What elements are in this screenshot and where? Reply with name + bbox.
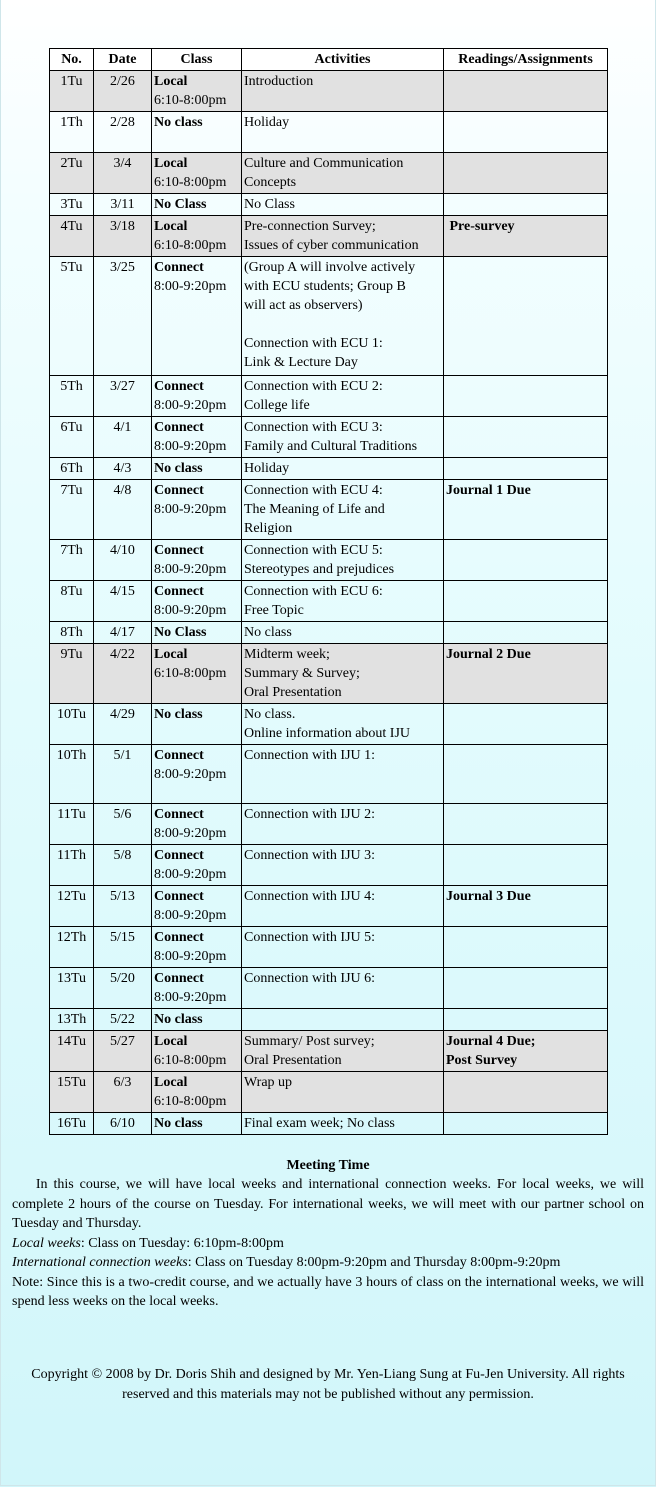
activity-line: Family and Cultural Traditions bbox=[244, 439, 418, 454]
class-time: 8:00-9:20pm bbox=[154, 502, 227, 517]
activity-line bbox=[244, 315, 441, 334]
row-activities bbox=[242, 216, 444, 257]
row-date: 2/28 bbox=[94, 112, 152, 153]
row-number: 13Tu bbox=[50, 968, 94, 1009]
row-class bbox=[152, 581, 242, 622]
row-number: 10Tu bbox=[50, 704, 94, 745]
schedule-body bbox=[50, 71, 608, 1135]
header-class: Class bbox=[152, 49, 242, 71]
local-weeks-line bbox=[12, 1234, 644, 1254]
activity-line: Oral Presentation bbox=[244, 685, 342, 700]
activity-line: Holiday bbox=[244, 115, 290, 130]
row-readings bbox=[444, 112, 608, 153]
activity-line: Free Topic bbox=[244, 603, 304, 618]
class-type: No class bbox=[154, 1116, 203, 1131]
table-row bbox=[50, 622, 608, 644]
table-row bbox=[50, 480, 608, 540]
row-readings bbox=[444, 622, 608, 644]
class-type: No class bbox=[154, 1012, 203, 1027]
row-activities bbox=[242, 1072, 444, 1113]
copyright-notice: Copyright © 2008 by Dr. Doris Shih and designed by Mr. Yen-Liang Sung at Fu-Jen University. All rights reserved and this materials may not be published without any permission. bbox=[31, 1367, 625, 1402]
row-readings bbox=[444, 540, 608, 581]
row-number: 7Th bbox=[50, 540, 94, 581]
row-class bbox=[152, 417, 242, 458]
row-readings bbox=[444, 927, 608, 968]
activity-line: Connection with IJU 3: bbox=[244, 848, 376, 863]
row-class bbox=[152, 376, 242, 417]
intl-weeks-line bbox=[12, 1253, 644, 1273]
row-date: 2/26 bbox=[94, 71, 152, 112]
activity-line: Connection with ECU 4: bbox=[244, 483, 383, 498]
activity-line: Connection with IJU 1: bbox=[244, 748, 376, 763]
row-readings bbox=[444, 257, 608, 376]
intl-weeks-label: International connection weeks bbox=[12, 1255, 188, 1270]
activity-line: Connection with ECU 6: bbox=[244, 584, 383, 599]
row-activities bbox=[242, 458, 444, 480]
row-class bbox=[152, 194, 242, 216]
table-row bbox=[50, 1113, 608, 1135]
activity-line: Connection with ECU 2: bbox=[244, 379, 383, 394]
activity-line: Connection with IJU 4: bbox=[244, 889, 376, 904]
row-date: 4/1 bbox=[94, 417, 152, 458]
meeting-note: Note: Since this is a two-credit course, and we actually have 3 hours of class on the international weeks, we will spend less weeks on the local weeks. bbox=[12, 1274, 644, 1309]
class-time: 6:10-8:00pm bbox=[154, 93, 227, 108]
table-row bbox=[50, 112, 608, 153]
table-row bbox=[50, 968, 608, 1009]
row-activities bbox=[242, 581, 444, 622]
row-date: 4/10 bbox=[94, 540, 152, 581]
row-activities bbox=[242, 644, 444, 704]
row-activities bbox=[242, 376, 444, 417]
class-time: 6:10-8:00pm bbox=[154, 175, 227, 190]
row-class bbox=[152, 704, 242, 745]
row-class bbox=[152, 216, 242, 257]
row-activities bbox=[242, 886, 444, 927]
row-class bbox=[152, 1113, 242, 1135]
table-row bbox=[50, 644, 608, 704]
class-time: 6:10-8:00pm bbox=[154, 666, 227, 681]
class-time: 8:00-9:20pm bbox=[154, 279, 227, 294]
row-number: 5Tu bbox=[50, 257, 94, 376]
table-row bbox=[50, 704, 608, 745]
meeting-intro: In this course, we will have local weeks and international connection weeks. For local weeks, we will complete 2 hours of the course on Tuesday. For international weeks, we will meet with our partner school on Tuesday and Thursday. bbox=[12, 1177, 644, 1231]
row-activities bbox=[242, 1113, 444, 1135]
activity-line: with ECU students; Group B bbox=[244, 279, 406, 294]
table-row bbox=[50, 845, 608, 886]
table-row bbox=[50, 216, 608, 257]
row-number: 16Tu bbox=[50, 1113, 94, 1135]
table-row bbox=[50, 886, 608, 927]
class-type: No Class bbox=[154, 197, 207, 212]
row-number: 12Th bbox=[50, 927, 94, 968]
row-date: 3/4 bbox=[94, 153, 152, 194]
row-readings bbox=[444, 480, 608, 540]
row-date: 3/27 bbox=[94, 376, 152, 417]
row-class bbox=[152, 257, 242, 376]
table-row bbox=[50, 153, 608, 194]
row-number: 14Tu bbox=[50, 1031, 94, 1072]
activity-line: Culture and Communication bbox=[244, 156, 404, 171]
class-time: 8:00-9:20pm bbox=[154, 867, 227, 882]
table-row bbox=[50, 927, 608, 968]
row-activities bbox=[242, 71, 444, 112]
class-time: 8:00-9:20pm bbox=[154, 826, 227, 841]
header-no: No. bbox=[50, 49, 94, 71]
class-time: 8:00-9:20pm bbox=[154, 398, 227, 413]
row-activities bbox=[242, 257, 444, 376]
class-type: Local bbox=[154, 1075, 188, 1090]
row-date: 4/22 bbox=[94, 644, 152, 704]
row-activities bbox=[242, 745, 444, 804]
class-type: Local bbox=[154, 1034, 188, 1049]
activity-line: Connection with ECU 1: bbox=[244, 336, 383, 351]
activity-line: Summary/ Post survey; bbox=[244, 1034, 375, 1049]
row-number: 15Tu bbox=[50, 1072, 94, 1113]
row-number: 8Th bbox=[50, 622, 94, 644]
row-readings bbox=[444, 845, 608, 886]
class-time: 8:00-9:20pm bbox=[154, 949, 227, 964]
intl-weeks-text: : Class on Tuesday 8:00pm-9:20pm and Thursday 8:00pm-9:20pm bbox=[187, 1255, 561, 1270]
row-number: 7Tu bbox=[50, 480, 94, 540]
row-date: 3/18 bbox=[94, 216, 152, 257]
activity-line: No class. bbox=[244, 707, 296, 722]
table-row bbox=[50, 745, 608, 804]
activity-line: Introduction bbox=[244, 74, 314, 89]
activity-line: Online information about IJU bbox=[244, 726, 411, 741]
row-activities bbox=[242, 845, 444, 886]
class-type: No Class bbox=[154, 625, 207, 640]
row-readings bbox=[444, 1072, 608, 1113]
meeting-time-section bbox=[12, 1156, 644, 1312]
row-number: 8Tu bbox=[50, 581, 94, 622]
activity-line: Concepts bbox=[244, 175, 297, 190]
header-row bbox=[50, 49, 608, 71]
activity-line: Connection with IJU 5: bbox=[244, 930, 376, 945]
class-time: 6:10-8:00pm bbox=[154, 1053, 227, 1068]
reading-line: Journal 3 Due bbox=[446, 889, 531, 904]
activity-line: Link & Lecture Day bbox=[244, 355, 358, 370]
activity-line: Wrap up bbox=[244, 1075, 293, 1090]
activity-line: Summary & Survey; bbox=[244, 666, 360, 681]
table-row bbox=[50, 71, 608, 112]
activity-line: (Group A will involve actively bbox=[244, 260, 416, 275]
class-type: Connect bbox=[154, 543, 204, 558]
row-class bbox=[152, 1072, 242, 1113]
row-number: 2Tu bbox=[50, 153, 94, 194]
class-type: Connect bbox=[154, 848, 204, 863]
activity-line: No Class bbox=[244, 197, 295, 212]
row-class bbox=[152, 1031, 242, 1072]
class-type: No class bbox=[154, 707, 203, 722]
row-date: 3/11 bbox=[94, 194, 152, 216]
class-type: Connect bbox=[154, 971, 204, 986]
class-time: 8:00-9:20pm bbox=[154, 562, 227, 577]
class-time: 6:10-8:00pm bbox=[154, 1094, 227, 1109]
row-readings bbox=[444, 376, 608, 417]
row-date: 4/29 bbox=[94, 704, 152, 745]
class-type: Local bbox=[154, 219, 188, 234]
row-date: 4/15 bbox=[94, 581, 152, 622]
table-row bbox=[50, 1031, 608, 1072]
row-readings bbox=[444, 704, 608, 745]
activity-line: will act as observers) bbox=[244, 298, 363, 313]
activity-line: The Meaning of Life and bbox=[244, 502, 385, 517]
row-number: 11Th bbox=[50, 845, 94, 886]
row-readings bbox=[444, 71, 608, 112]
row-readings bbox=[444, 216, 608, 257]
reading-line: Journal 2 Due bbox=[446, 647, 531, 662]
reading-line: Post Survey bbox=[446, 1053, 518, 1068]
class-type: Connect bbox=[154, 889, 204, 904]
row-activities bbox=[242, 927, 444, 968]
row-number: 5Th bbox=[50, 376, 94, 417]
row-class bbox=[152, 745, 242, 804]
row-number: 6Th bbox=[50, 458, 94, 480]
row-readings bbox=[444, 458, 608, 480]
row-date: 6/10 bbox=[94, 1113, 152, 1135]
activity-line: Final exam week; No class bbox=[244, 1116, 395, 1131]
row-number: 4Tu bbox=[50, 216, 94, 257]
row-activities bbox=[242, 194, 444, 216]
row-readings bbox=[444, 194, 608, 216]
table-row bbox=[50, 194, 608, 216]
row-readings bbox=[444, 1113, 608, 1135]
class-type: No class bbox=[154, 461, 203, 476]
table-row bbox=[50, 458, 608, 480]
activity-line: No class bbox=[244, 625, 292, 640]
activity-line: Connection with IJU 6: bbox=[244, 971, 376, 986]
activity-line: Religion bbox=[244, 521, 293, 536]
activity-line: Pre-connection Survey; bbox=[244, 219, 376, 234]
row-activities bbox=[242, 540, 444, 581]
row-date: 4/17 bbox=[94, 622, 152, 644]
row-activities bbox=[242, 112, 444, 153]
class-type: Connect bbox=[154, 930, 204, 945]
row-date: 5/22 bbox=[94, 1009, 152, 1031]
row-readings bbox=[444, 417, 608, 458]
row-class bbox=[152, 480, 242, 540]
row-class bbox=[152, 458, 242, 480]
class-type: Connect bbox=[154, 260, 204, 275]
row-readings bbox=[444, 886, 608, 927]
row-class bbox=[152, 886, 242, 927]
local-weeks-label: Local weeks bbox=[12, 1235, 81, 1251]
activity-line: Connection with ECU 3: bbox=[244, 420, 383, 435]
activity-line: Holiday bbox=[244, 461, 290, 476]
class-time: 8:00-9:20pm bbox=[154, 908, 227, 923]
row-class bbox=[152, 644, 242, 704]
activity-line: Oral Presentation bbox=[244, 1053, 342, 1068]
row-date: 5/15 bbox=[94, 927, 152, 968]
row-activities bbox=[242, 704, 444, 745]
table-row bbox=[50, 257, 608, 376]
table-row bbox=[50, 1009, 608, 1031]
class-type: No class bbox=[154, 115, 203, 130]
class-type: Connect bbox=[154, 420, 204, 435]
row-date: 6/3 bbox=[94, 1072, 152, 1113]
row-class bbox=[152, 71, 242, 112]
row-readings bbox=[444, 581, 608, 622]
row-class bbox=[152, 845, 242, 886]
activity-line: College life bbox=[244, 398, 310, 413]
row-readings bbox=[444, 153, 608, 194]
class-time: 6:10-8:00pm bbox=[154, 238, 227, 253]
row-readings bbox=[444, 1031, 608, 1072]
activity-line: Issues of cyber communication bbox=[244, 238, 419, 253]
reading-line: Pre-survey bbox=[446, 219, 515, 234]
class-type: Connect bbox=[154, 379, 204, 394]
row-readings bbox=[444, 968, 608, 1009]
class-type: Local bbox=[154, 74, 188, 89]
table-row bbox=[50, 581, 608, 622]
row-date: 5/1 bbox=[94, 745, 152, 804]
class-type: Connect bbox=[154, 483, 204, 498]
table-row bbox=[50, 1072, 608, 1113]
row-class bbox=[152, 968, 242, 1009]
row-number: 12Tu bbox=[50, 886, 94, 927]
activity-line: Stereotypes and prejudices bbox=[244, 562, 395, 577]
row-date: 5/13 bbox=[94, 886, 152, 927]
row-number: 13Th bbox=[50, 1009, 94, 1031]
row-date: 4/3 bbox=[94, 458, 152, 480]
reading-line: Journal 1 Due bbox=[446, 483, 531, 498]
row-number: 6Tu bbox=[50, 417, 94, 458]
table-row bbox=[50, 417, 608, 458]
row-activities bbox=[242, 968, 444, 1009]
row-class bbox=[152, 112, 242, 153]
class-type: Connect bbox=[154, 748, 204, 763]
row-activities bbox=[242, 622, 444, 644]
row-class bbox=[152, 622, 242, 644]
class-type: Connect bbox=[154, 807, 204, 822]
row-date: 5/8 bbox=[94, 845, 152, 886]
row-number: 1Tu bbox=[50, 71, 94, 112]
class-time: 8:00-9:20pm bbox=[154, 990, 227, 1005]
row-date: 3/25 bbox=[94, 257, 152, 376]
row-date: 5/27 bbox=[94, 1031, 152, 1072]
row-readings bbox=[444, 745, 608, 804]
reading-line: Journal 4 Due; bbox=[446, 1034, 536, 1049]
activity-line: Connection with ECU 5: bbox=[244, 543, 383, 558]
header-readings: Readings/Assignments bbox=[444, 49, 608, 71]
row-number: 9Tu bbox=[50, 644, 94, 704]
row-number: 10Th bbox=[50, 745, 94, 804]
class-type: Local bbox=[154, 156, 188, 171]
class-time: 8:00-9:20pm bbox=[154, 767, 227, 782]
class-time: 8:00-9:20pm bbox=[154, 439, 227, 454]
table-row bbox=[50, 804, 608, 845]
header-date: Date bbox=[94, 49, 152, 71]
table-row bbox=[50, 540, 608, 581]
row-activities bbox=[242, 480, 444, 540]
row-activities bbox=[242, 804, 444, 845]
row-readings bbox=[444, 644, 608, 704]
row-readings bbox=[444, 804, 608, 845]
row-class bbox=[152, 1009, 242, 1031]
row-number: 3Tu bbox=[50, 194, 94, 216]
class-time: 8:00-9:20pm bbox=[154, 603, 227, 618]
row-number: 11Tu bbox=[50, 804, 94, 845]
row-number: 1Th bbox=[50, 112, 94, 153]
row-class bbox=[152, 927, 242, 968]
schedule-table bbox=[49, 48, 608, 1135]
row-date: 5/20 bbox=[94, 968, 152, 1009]
activity-line: Midterm week; bbox=[244, 647, 330, 662]
row-date: 4/8 bbox=[94, 480, 152, 540]
row-activities bbox=[242, 1009, 444, 1031]
activity-line: Connection with IJU 2: bbox=[244, 807, 376, 822]
row-activities bbox=[242, 1031, 444, 1072]
header-activities: Activities bbox=[242, 49, 444, 71]
row-readings bbox=[444, 1009, 608, 1031]
local-weeks-text: : Class on Tuesday: 6:10pm-8:00pm bbox=[80, 1235, 284, 1251]
table-row bbox=[50, 376, 608, 417]
row-class bbox=[152, 804, 242, 845]
row-date: 5/6 bbox=[94, 804, 152, 845]
row-activities bbox=[242, 153, 444, 194]
class-type: Connect bbox=[154, 584, 204, 599]
class-type: Local bbox=[154, 647, 188, 662]
row-activities bbox=[242, 417, 444, 458]
row-class bbox=[152, 153, 242, 194]
row-class bbox=[152, 540, 242, 581]
meeting-time-title: Meeting Time bbox=[286, 1158, 370, 1173]
